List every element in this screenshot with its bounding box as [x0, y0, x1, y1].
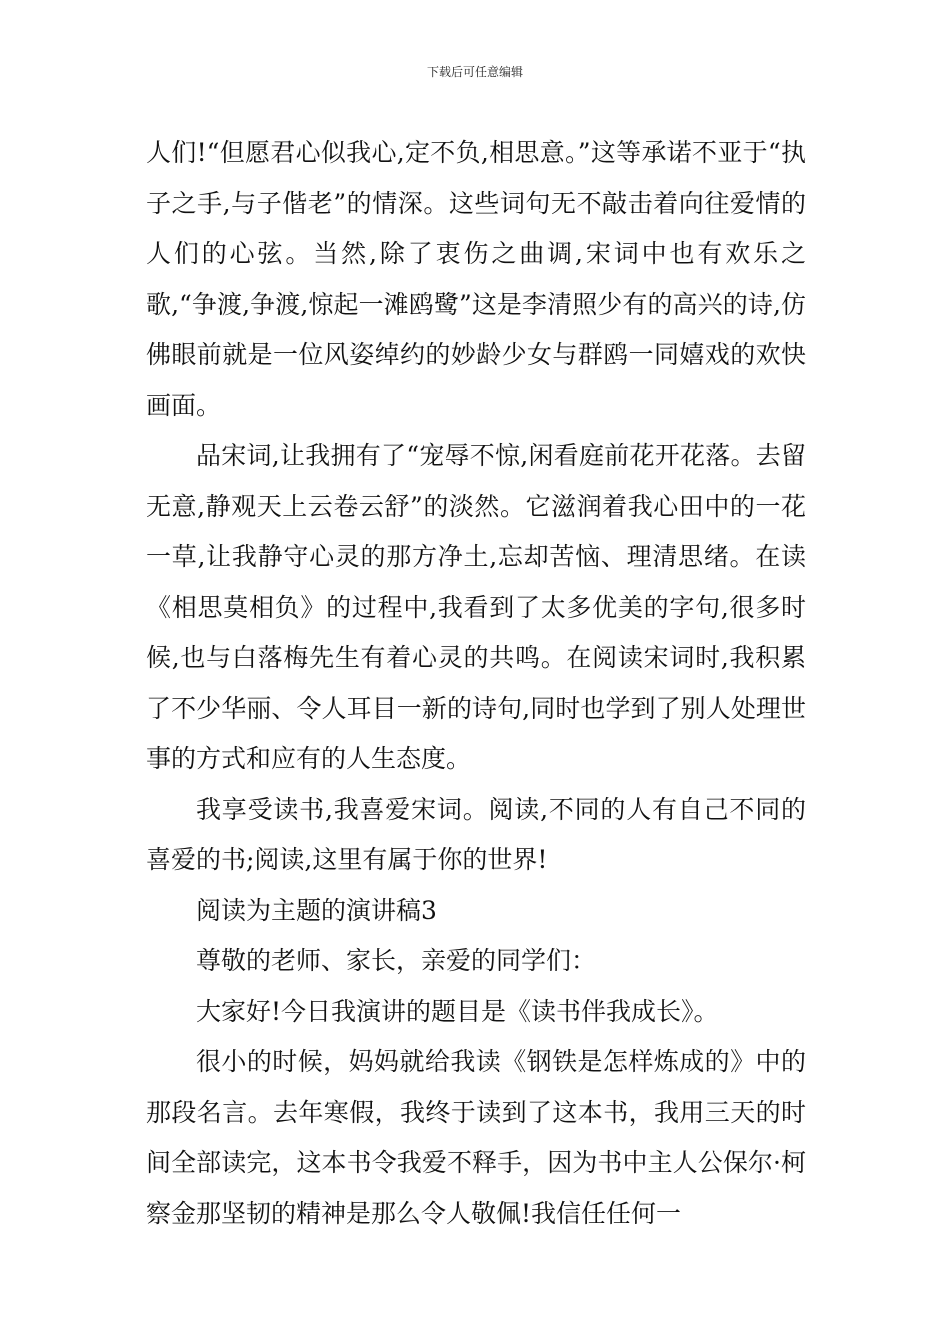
greeting: 大家好!今日我演讲的题目是《读书伴我成长》。	[196, 996, 719, 1026]
paragraph-song-ci-calm: 品宋词,让我拥有了“宠辱不惊,闲看庭前花开花落。去留无意,静观天上云卷云舒”的淡然。它滋润着我心田中的一花一草,让我静守心灵的那方净土,忘却苦恼、理清思绪。在读《相思莫相负》的过程中,我看到了太多优美的字句,很多时候,也与白落梅先生有着心灵的共鸣。在阅读宋词时,我积累了不少华丽、令人耳目一新的诗句,同时也学到了别人处理世事的方式和应有的人生态度。	[146, 441, 806, 773]
document-body	[146, 128, 806, 1239]
paragraph-song-ci-love: 人们!“但愿君心似我心,定不负,相思意。”这等承诺不亚于“执子之手,与子偕老”的情深。这些词句无不敲击着向往爱情的人们的心弦。当然,除了衷伤之曲调,宋词中也有欢乐之歌,“争渡,争渡,惊起一滩鸥鹭”这是李清照少有的高兴的诗,仿佛眼前就是一位风姿绰约的妙龄少女与群鸥一同嬉戏的欢快画面。	[146, 138, 806, 420]
paragraph-enjoy-reading: 我享受读书,我喜爱宋词。阅读,不同的人有自己不同的喜爱的书;阅读,这里有属于你的世界!	[146, 794, 806, 874]
section-title: 阅读为主题的演讲稿3	[196, 895, 437, 925]
salutation: 尊敬的老师、家长，亲爱的同学们：	[196, 946, 597, 975]
page-header: 下载后可任意编辑	[426, 65, 523, 79]
paragraph-steel-book: 很小的时候，妈妈就给我读《钢铁是怎样炼成的》中的那段名言。去年寒假，我终于读到了这本书，我用三天的时间全部读完，这本书令我爱不释手，因为书中主人公保尔·柯察金那坚韧的精神是那么令人敬佩!我信任任何一	[146, 1047, 806, 1228]
